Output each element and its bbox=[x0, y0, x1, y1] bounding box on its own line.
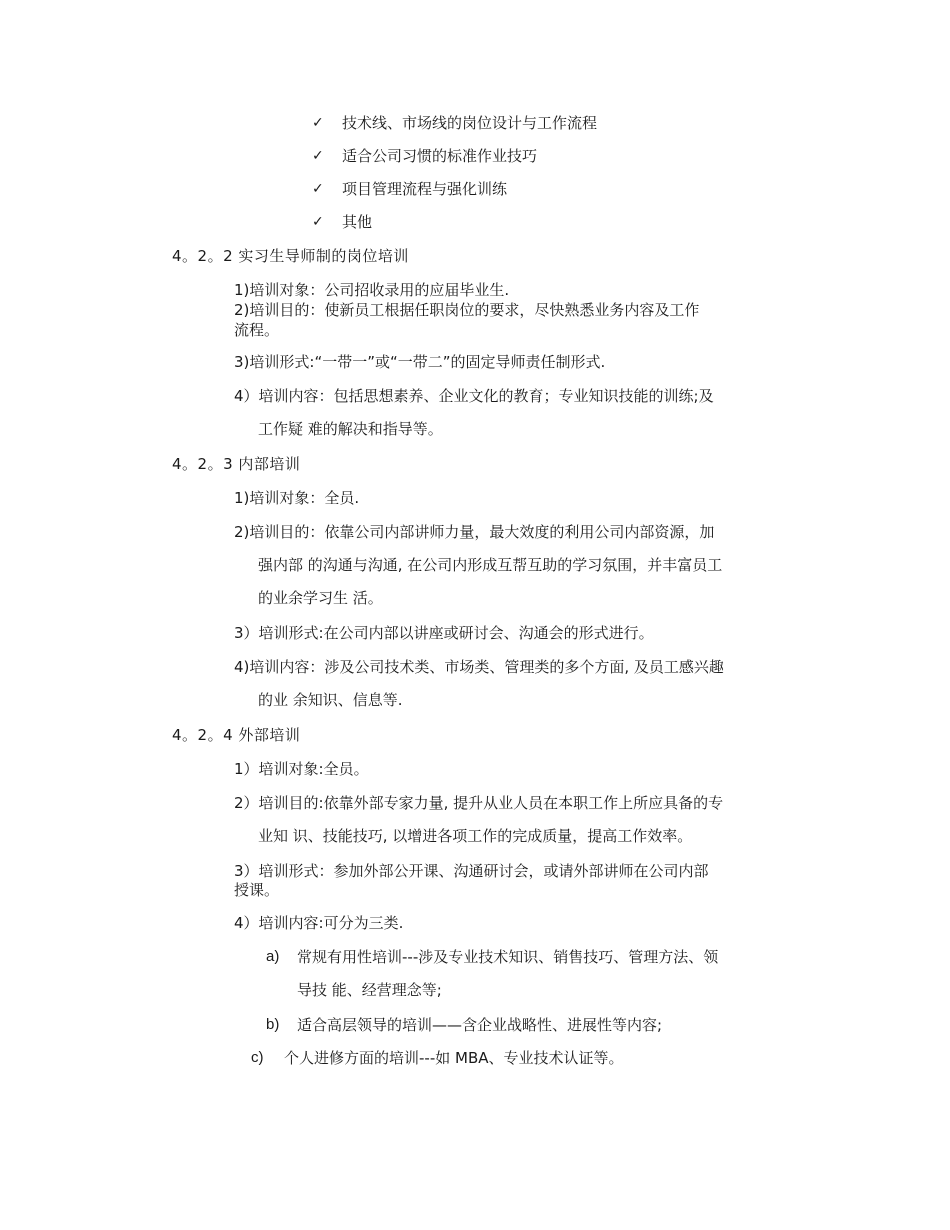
paragraph-line: 1)培训对象：公司招收录用的应届毕业生. bbox=[234, 281, 510, 299]
list-item-line: 适合高层领导的培训——含企业战略性、进展性等内容; bbox=[297, 1016, 663, 1034]
paragraph-line: 4）培训内容：包括思想素养、企业文化的教育；专业知识技能的训练;及 bbox=[234, 387, 714, 405]
paragraph-line: 2）培训目的:依靠外部专家力量, 提升从业人员在本职工作上所应具备的专 bbox=[234, 794, 724, 812]
paragraph-line: 的业余学习生 活。 bbox=[258, 589, 383, 607]
paragraph-line: 2)培训目的：使新员工根据任职岗位的要求，尽快熟悉业务内容及工作 bbox=[234, 301, 700, 319]
paragraph-line: 2)培训目的：依靠公司内部讲师力量，最大效度的利用公司内部资源，加 bbox=[234, 523, 715, 541]
check-icon: ✓ bbox=[312, 214, 324, 230]
paragraph-line: 工作疑 难的解决和指导等。 bbox=[258, 420, 443, 438]
paragraph-line: 3)培训形式:“一带一”或“一带二”的固定导师责任制形式. bbox=[234, 353, 606, 371]
check-icon: ✓ bbox=[312, 148, 324, 164]
checklist-item: 适合公司习惯的标准作业技巧 bbox=[342, 147, 538, 165]
paragraph-line: 的业 余知识、信息等. bbox=[258, 691, 403, 709]
paragraph-line: 1)培训对象：全员. bbox=[234, 489, 360, 507]
list-item-line: 个人进修方面的培训---如 MBA、专业技术认证等。 bbox=[284, 1049, 624, 1067]
check-icon: ✓ bbox=[312, 115, 324, 131]
list-marker: c) bbox=[251, 1049, 264, 1066]
list-item-line: 导技 能、经营理念等; bbox=[297, 981, 442, 999]
paragraph-line: 1）培训对象:全员。 bbox=[234, 760, 369, 778]
list-item-line: 常规有用性培训---涉及专业技术知识、销售技巧、管理方法、领 bbox=[297, 948, 719, 966]
paragraph-line: 授课。 bbox=[234, 881, 280, 899]
paragraph-line: 3）培训形式：参加外部公开课、沟通研讨会，或请外部讲师在公司内部 bbox=[234, 862, 709, 880]
paragraph-line: 4）培训内容:可分为三类. bbox=[234, 914, 404, 932]
section-heading: 4。2。2 实习生导师制的岗位培训 bbox=[172, 247, 409, 265]
list-marker: a) bbox=[266, 948, 280, 965]
section-heading: 4。2。4 外部培训 bbox=[172, 726, 301, 744]
checklist-item: 其他 bbox=[342, 213, 373, 231]
paragraph-line: 强内部 的沟通与沟通, 在公司内形成互帮互助的学习氛围，并丰富员工 bbox=[258, 556, 723, 574]
paragraph-line: 业知 识、技能技巧, 以增进各项工作的完成质量，提高工作效率。 bbox=[258, 827, 693, 845]
checklist-item: 技术线、市场线的岗位设计与工作流程 bbox=[342, 114, 598, 132]
paragraph-line: 3）培训形式:在公司内部以讲座或研讨会、沟通会的形式进行。 bbox=[234, 624, 654, 642]
paragraph-line: 流程。 bbox=[234, 321, 280, 339]
paragraph-line: 4)培训内容：涉及公司技术类、市场类、管理类的多个方面, 及员工感兴趣 bbox=[234, 658, 724, 676]
checklist-item: 项目管理流程与强化训练 bbox=[342, 180, 508, 198]
list-marker: b) bbox=[266, 1016, 280, 1033]
section-heading: 4。2。3 内部培训 bbox=[172, 455, 301, 473]
check-icon: ✓ bbox=[312, 181, 324, 197]
